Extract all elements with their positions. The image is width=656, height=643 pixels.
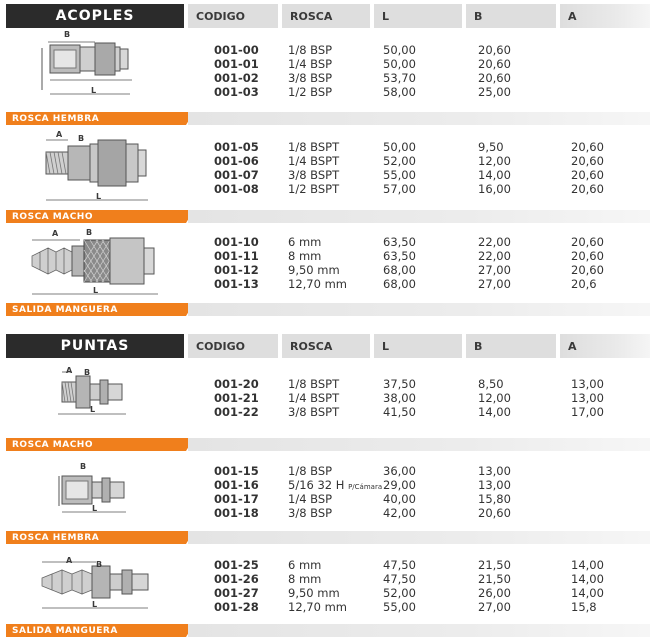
group-divider [188,624,650,637]
b-cell: 12,00 [478,391,511,405]
codigo-cell: 001-00 [214,43,259,57]
a-cell: 20,60 [571,235,604,249]
rosca-cell: 8 mm [288,572,322,586]
group-label-rosca-hembra: ROSCA HEMBRA [6,112,186,125]
rosca-cell: 3/8 BSPT [288,405,340,419]
codigo-cell: 001-28 [214,600,259,614]
l-cell: 37,50 [383,377,416,391]
b-cell: 9,50 [478,140,504,154]
codigo-cell: 001-10 [214,235,259,249]
b-cell: 22,00 [478,249,511,263]
rosca-cell: 8 mm [288,249,322,263]
l-cell: 29,00 [383,478,416,492]
codigo-cell: 001-26 [214,572,259,586]
b-cell: 21,50 [478,572,511,586]
dim-a-label: A [66,556,73,565]
b-cell: 25,00 [478,85,511,99]
l-cell: 68,00 [383,277,416,291]
dim-b-label: B [96,560,103,569]
codigo-cell: 001-05 [214,140,259,154]
codigo-cell: 001-21 [214,391,259,405]
group-label-salida-manguera: SALIDA MANGUERA [6,624,186,637]
b-cell: 13,00 [478,464,511,478]
dim-a-label: A [56,130,63,139]
rosca-cell: 1/4 BSPT [288,154,340,168]
l-cell: 50,00 [383,140,416,154]
b-cell: 26,00 [478,586,511,600]
group-divider [188,303,650,316]
l-cell: 40,00 [383,492,416,506]
l-cell: 47,50 [383,558,416,572]
b-cell: 16,00 [478,182,511,196]
b-cell: 8,50 [478,377,504,391]
codigo-cell: 001-12 [214,263,259,277]
dim-b-label: B [80,462,87,471]
header-b: B [466,4,556,28]
codigo-cell: 001-25 [214,558,259,572]
codigo-cell: 001-11 [214,249,259,263]
a-cell: 14,00 [571,558,604,572]
l-cell: 47,50 [383,572,416,586]
l-cell: 41,50 [383,405,416,419]
l-cell: 50,00 [383,57,416,71]
codigo-cell: 001-07 [214,168,259,182]
header-a: A [560,334,650,358]
dim-l-label: L [93,286,99,295]
header-l: L [374,4,462,28]
a-cell: 20,60 [571,182,604,196]
group-divider [188,112,650,125]
l-cell: 57,00 [383,182,416,196]
l-cell: 53,70 [383,71,416,85]
b-cell: 14,00 [478,405,511,419]
coupler-female-thread-drawing [40,30,140,102]
a-cell: 20,60 [571,168,604,182]
group-label-rosca-macho: ROSCA MACHO [6,210,186,223]
a-cell: 13,00 [571,391,604,405]
l-cell: 55,00 [383,168,416,182]
group-label-salida-manguera: SALIDA MANGUERA [6,303,186,316]
dim-l-label: L [96,192,102,201]
dim-l-label: L [92,600,98,609]
dim-b-label: B [64,30,71,39]
rosca-cell: 3/8 BSP [288,71,333,85]
group-divider [188,531,650,544]
header-l: L [374,334,462,358]
a-cell: 20,60 [571,249,604,263]
b-cell: 13,00 [478,478,511,492]
dim-l-label: L [92,504,98,513]
group-divider [188,438,650,451]
b-cell: 20,60 [478,43,511,57]
rosca-cell: 1/2 BSP [288,85,333,99]
a-cell: 17,00 [571,405,604,419]
rosca-cell: 1/2 BSPT [288,182,340,196]
codigo-cell: 001-08 [214,182,259,196]
header-rosca: ROSCA [282,334,370,358]
codigo-cell: 001-06 [214,154,259,168]
a-cell: 14,00 [571,572,604,586]
a-cell: 15,8 [571,600,597,614]
section-title-puntas: PUNTAS [6,334,184,358]
rosca-cell: 1/8 BSP [288,43,333,57]
dim-b-label: B [84,368,91,377]
b-cell: 27,00 [478,263,511,277]
a-cell: 20,6 [571,277,597,291]
l-cell: 52,00 [383,154,416,168]
codigo-cell: 001-16 [214,478,259,492]
a-cell: 20,60 [571,154,604,168]
dim-a-label: A [52,229,59,238]
b-cell: 14,00 [478,168,511,182]
group-label-rosca-hembra: ROSCA HEMBRA [6,531,186,544]
b-cell: 27,00 [478,600,511,614]
rosca-cell: 9,50 mm [288,263,340,277]
codigo-cell: 001-02 [214,71,259,85]
l-cell: 68,00 [383,263,416,277]
l-cell: 42,00 [383,506,416,520]
a-cell: 20,60 [571,140,604,154]
codigo-cell: 001-13 [214,277,259,291]
rosca-cell: 1/4 BSP [288,492,333,506]
codigo-cell: 001-18 [214,506,259,520]
codigo-cell: 001-03 [214,85,259,99]
rosca-cell: 12,70 mm [288,277,347,291]
b-cell: 15,80 [478,492,511,506]
rosca-cell: 1/8 BSPT [288,377,340,391]
group-divider [188,210,650,223]
l-cell: 58,00 [383,85,416,99]
group-label-rosca-macho: ROSCA MACHO [6,438,186,451]
header-a: A [560,4,650,28]
rosca-cell: 6 mm [288,235,322,249]
header-codigo: CODIGO [188,334,278,358]
b-cell: 27,00 [478,277,511,291]
l-cell: 55,00 [383,600,416,614]
codigo-cell: 001-15 [214,464,259,478]
l-cell: 63,50 [383,249,416,263]
b-cell: 21,50 [478,558,511,572]
l-cell: 52,00 [383,586,416,600]
dim-b-label: B [78,134,85,143]
codigo-cell: 001-20 [214,377,259,391]
rosca-cell: 12,70 mm [288,600,347,614]
a-cell: 14,00 [571,586,604,600]
header-codigo: CODIGO [188,4,278,28]
b-cell: 20,60 [478,57,511,71]
codigo-cell: 001-17 [214,492,259,506]
rosca-cell: 1/4 BSP [288,57,333,71]
rosca-cell: 1/8 BSP [288,464,333,478]
codigo-cell: 001-22 [214,405,259,419]
a-cell: 20,60 [571,263,604,277]
dim-a-label: A [66,366,73,375]
codigo-cell: 001-27 [214,586,259,600]
section-title-acoples: ACOPLES [6,4,184,28]
l-cell: 36,00 [383,464,416,478]
dim-l-label: L [91,86,97,95]
b-cell: 22,00 [478,235,511,249]
l-cell: 38,00 [383,391,416,405]
rosca-note: P/Cámara [348,483,383,491]
rosca-cell: 3/8 BSPT [288,168,340,182]
dim-l-label: L [90,405,96,414]
dim-b-label: B [86,228,93,237]
l-cell: 63,50 [383,235,416,249]
rosca-cell: 3/8 BSP [288,506,333,520]
header-rosca: ROSCA [282,4,370,28]
b-cell: 12,00 [478,154,511,168]
codigo-cell: 001-01 [214,57,259,71]
a-cell: 13,00 [571,377,604,391]
b-cell: 20,60 [478,71,511,85]
l-cell: 50,00 [383,43,416,57]
header-b: B [466,334,556,358]
rosca-cell: 1/4 BSPT [288,391,340,405]
rosca-cell: 1/8 BSPT [288,140,340,154]
rosca-cell: 6 mm [288,558,322,572]
rosca-cell: 9,50 mm [288,586,340,600]
rosca-value: 5/16 32 H [288,478,345,492]
b-cell: 20,60 [478,506,511,520]
rosca-cell [288,478,382,492]
